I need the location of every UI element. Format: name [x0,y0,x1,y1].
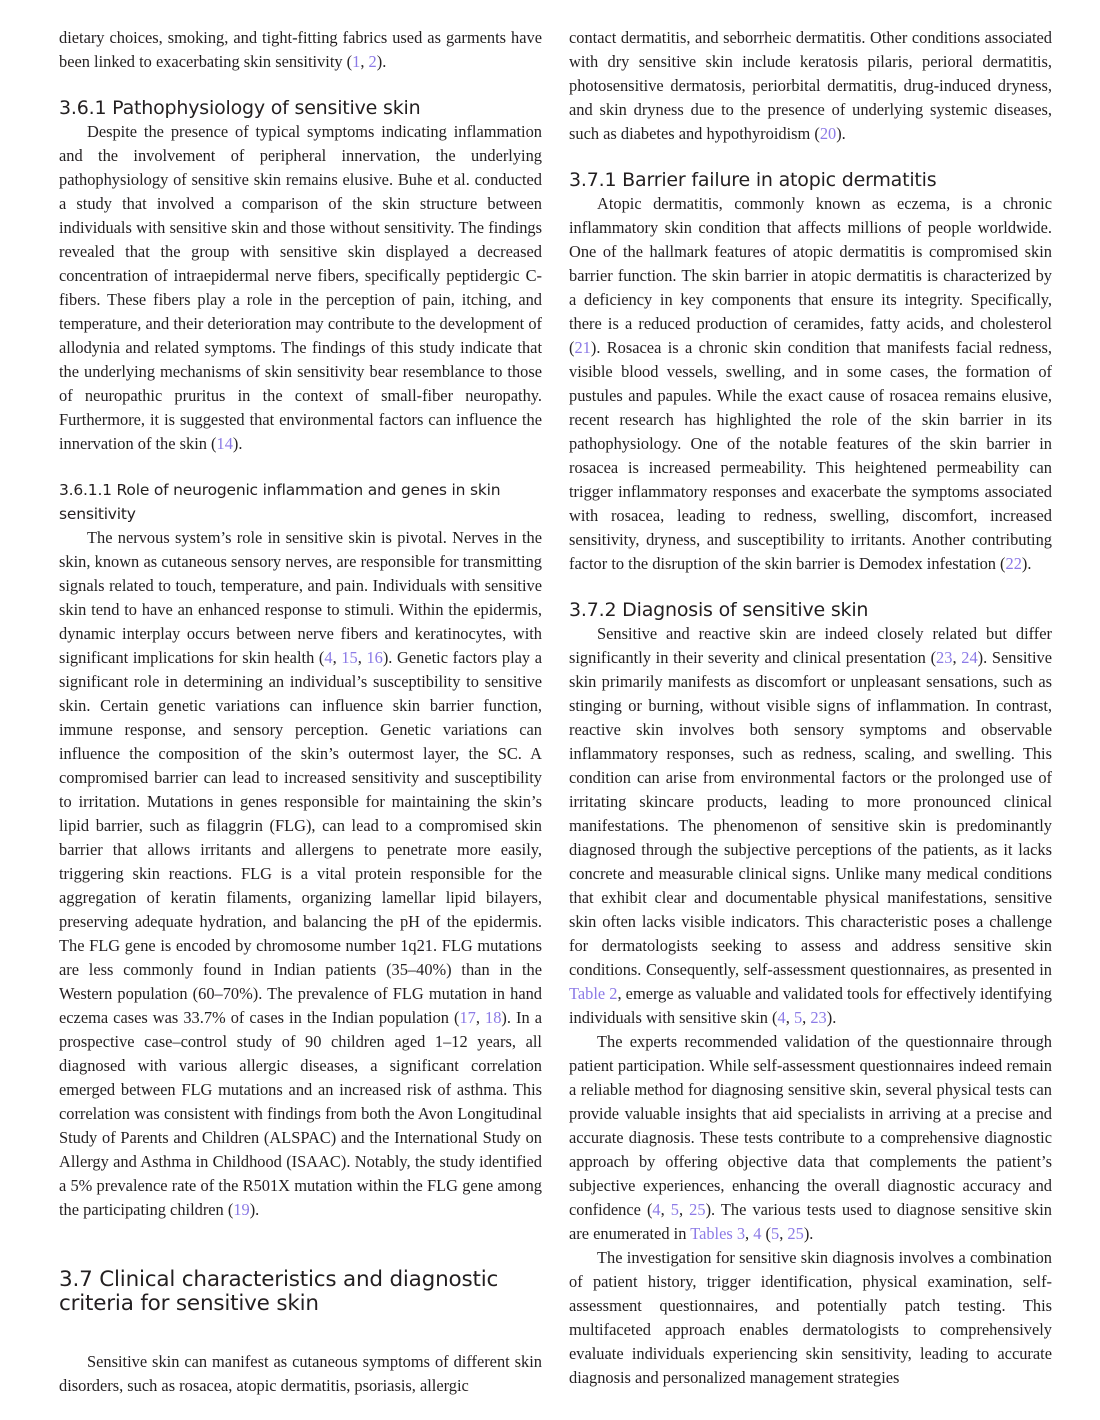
citation-link[interactable]: 23 [936,648,953,667]
table-link[interactable]: 4 [753,1224,762,1243]
citation-link[interactable]: 5 [670,1200,679,1219]
paragraph-pathophysiology: Despite the presence of typical symptoms indicating inflammation and the involvement of peripheral innervation, the underlying pathophysiology of sensitive skin remains elusive. Buhe et al. conducted a study that involved a comparison of the skin structure between individuals with sensitive skin and those without sensitivity. The findings revealed that the group with sensitive skin displayed a decreased concentration of intraepidermal nerve fibers, specifically peptidergic C-fibers. These fibers play a role in the perception of pain, itching, and temperature, and their deterioration may contribute to the development of allodynia and related symptoms. The findings of this study indicate that the underlying mechanisms of skin sensitivity bear resemblance to those of neuropathic pruritus in the context of small-fiber neuropathy. Furthermore, it is suggested that environmental factors can influence the innervation of the skin (14). [59,122,542,453]
section-heading-3-6-1-1: 3.6.1.1 Role of neurogenic inflammation and genes in skin sensitivity [59,481,501,523]
table-link[interactable]: Table 2 [569,984,618,1003]
citation-link[interactable]: 22 [1005,554,1022,573]
citation-link[interactable]: 5 [771,1224,780,1243]
section-heading-3-7: 3.7 Clinical characteristics and diagnostic criteria for sensitive skin [59,1267,499,1316]
table-link[interactable]: Tables 3 [690,1224,746,1243]
citation-link[interactable]: 4 [777,1008,786,1027]
paragraph-investigation: The investigation for sensitive skin diagnosis involves a combination of patient history, trigger identification, physical examination, self-assessment questionnaires, and potentially patch testing. This multifaceted approach enables dermatologists to comprehensively evaluate individuals experiencing skin sensitivity, leading to accurate diagnosis and personalized management strategies [569,1248,1052,1387]
citation-link[interactable]: 4 [652,1200,661,1219]
citation-link[interactable]: 16 [366,648,383,667]
paragraph-clinical-characteristics: Sensitive skin can manifest as cutaneous symptoms of different skin disorders, such as rosacea, atopic dermatitis, psoriasis, allergic [59,1352,542,1395]
paragraph-conditions-continuation: contact dermatitis, and seborrheic dermatitis. Other conditions associated with dry sensitive skin include keratosis pilaris, perioral dermatitis, photosensitive dermatosis, periorbital dermatitis, drug-induced dryness, and skin dryness due to the presence of underlying systemic diseases, such as diabetes and hypothyroidism (20). [569,28,1052,143]
paragraph-atopic-dermatitis: Atopic dermatitis, commonly known as eczema, is a chronic inflammatory skin condition that affects millions of people worldwide. One of the hallmark features of atopic dermatitis is compromised skin barrier function. The skin barrier in atopic dermatitis is characterized by a deficiency in key components that ensure its integrity. Specifically, there is a reduced production of ceramides, fatty acids, and cholesterol (21). Rosacea is a chronic skin condition that manifests facial redness, visible blood vessels, swelling, and in some cases, the formation of pustules and papules. While the exact cause of rosacea remains elusive, recent research has highlighted the role of the skin barrier in its pathophysiology. One of the notable features of the skin barrier in rosacea is increased permeability. This heightened permeability can trigger inflammatory responses and exacerbate the symptoms associated with rosacea, leading to redness, swelling, discomfort, increased sensitivity, dryness, and susceptibility to irritants. Another contributing factor to the disruption of the skin barrier is Demodex infestation (22). [569,194,1052,573]
paragraph-intro-continuation: dietary choices, smoking, and tight-fitting fabrics used as garments have been linked to exacerbating skin sensitivity (1, 2). [59,28,542,71]
paragraph-neurogenic-inflammation: The nervous system’s role in sensitive skin is pivotal. Nerves in the skin, known as cutaneous sensory nerves, are responsible for transmitting signals related to touch, temperature, and pain. Individuals with sensitive skin tend to have an enhanced response to stimuli. Within the epidermis, dynamic interplay occurs between nerve fibers and keratinocytes, with significant implications for skin health (4, 15, 16). Genetic factors play a significant role in determining an individual’s susceptibility to sensitive skin. Certain genetic variations can influence skin barrier function, immune response, and sensory perception. Genetic variations can influence the composition of the skin’s outermost layer, the SC. A compromised barrier can lead to increased sensitivity and susceptibility to irritation. Mutations in genes responsible for maintaining the skin’s lipid barrier, such as filaggrin (FLG), can lead to a compromised skin barrier that allows irritants and allergens to penetrate more easily, triggering skin reactions. FLG is a vital protein responsible for the aggregation of keratin filaments, organizing lamellar lipid bilayers, preserving adequate hydration, and balancing the pH of the epidermis. The FLG gene is encoded by chromosome number 1q21. FLG mutations are less commonly found in Indian patients (35–40%) than in the Western population (60–70%). The prevalence of FLG mutation in hand eczema cases was 33.7% of cases in the Indian population (17, 18). In a prospective case–control study of 90 children aged 1–12 years, all diagnosed with various allergic diseases, a significant correlation emerged between FLG mutations and an increased risk of asthma. This correlation was consistent with findings from both the Avon Longitudinal Study of Parents and Children (ALSPAC) and the International Study on Allergy and Asthma in Childhood (ISAAC). Notably, the study identified a 5% prevalence rate of the R501X mutation within the FLG gene among the participating children (19). [59,528,543,1219]
citation-link[interactable]: 14 [216,434,233,453]
paragraph-physical-tests: The experts recommended validation of the questionnaire through patient participation. While self-assessment questionnaires indeed remain a reliable method for diagnosing sensitive skin, several physical tests can provide valuable insights that aid specialists in arriving at a precise and accurate diagnosis. These tests contribute to a comprehensive diagnostic approach by offering objective data that complements the patient’s subjective experiences, enhancing the overall diagnostic accuracy and confidence (4, 5, 25). The various tests used to diagnose sensitive skin are enumerated in Tables 3, 4 (5, 25). [569,1032,1052,1243]
citation-link[interactable]: 15 [341,648,358,667]
section-heading-3-7-1: 3.7.1 Barrier failure in atopic dermatitis [569,169,937,191]
citation-link[interactable]: 19 [233,1200,250,1219]
citation-link[interactable]: 1 [352,52,361,71]
citation-link[interactable]: 18 [485,1008,502,1027]
section-heading-3-7-2: 3.7.2 Diagnosis of sensitive skin [569,599,869,621]
citation-link[interactable]: 2 [368,52,377,71]
citation-link[interactable]: 25 [689,1200,706,1219]
citation-link[interactable]: 25 [787,1224,804,1243]
section-heading-3-6-1: 3.6.1 Pathophysiology of sensitive skin [59,97,421,119]
citation-link[interactable]: 23 [810,1008,827,1027]
citation-link[interactable]: 24 [961,648,978,667]
citation-link[interactable]: 20 [819,124,837,143]
left-column [59,26,542,1398]
right-column [569,26,1052,1390]
paragraph-diagnosis: Sensitive and reactive skin are indeed closely related but differ significantly in their severity and clinical presentation (23, 24). Sensitive skin primarily manifests as discomfort or unpleasant sensations, such as stinging or burning, without visible signs of inflammation. In contrast, reactive skin involves both sensory symptoms and observable inflammatory responses, such as redness, scaling, and swelling. This condition can arise from environmental factors or the prolonged use of irritating skincare products, leading to more pronounced clinical manifestations. The phenomenon of sensitive skin is predominantly diagnosed through the subjective perceptions of the patients, as it lacks concrete and measurable clinical signs. Unlike many medical conditions that exhibit clear and documentable physical manifestations, sensitive skin often lacks visible indicators. This characteristic poses a challenge for dermatologists seeking to assess and address sensitive skin conditions. Consequently, self-assessment questionnaires, as presented in Table 2, emerge as valuable and validated tools for effectively identifying individuals with sensitive skin (4, 5, 23). [569,624,1053,1027]
citation-link[interactable]: 21 [574,338,591,357]
citation-link[interactable]: 4 [324,648,333,667]
citation-link[interactable]: 17 [459,1008,476,1027]
citation-link[interactable]: 5 [793,1008,803,1027]
